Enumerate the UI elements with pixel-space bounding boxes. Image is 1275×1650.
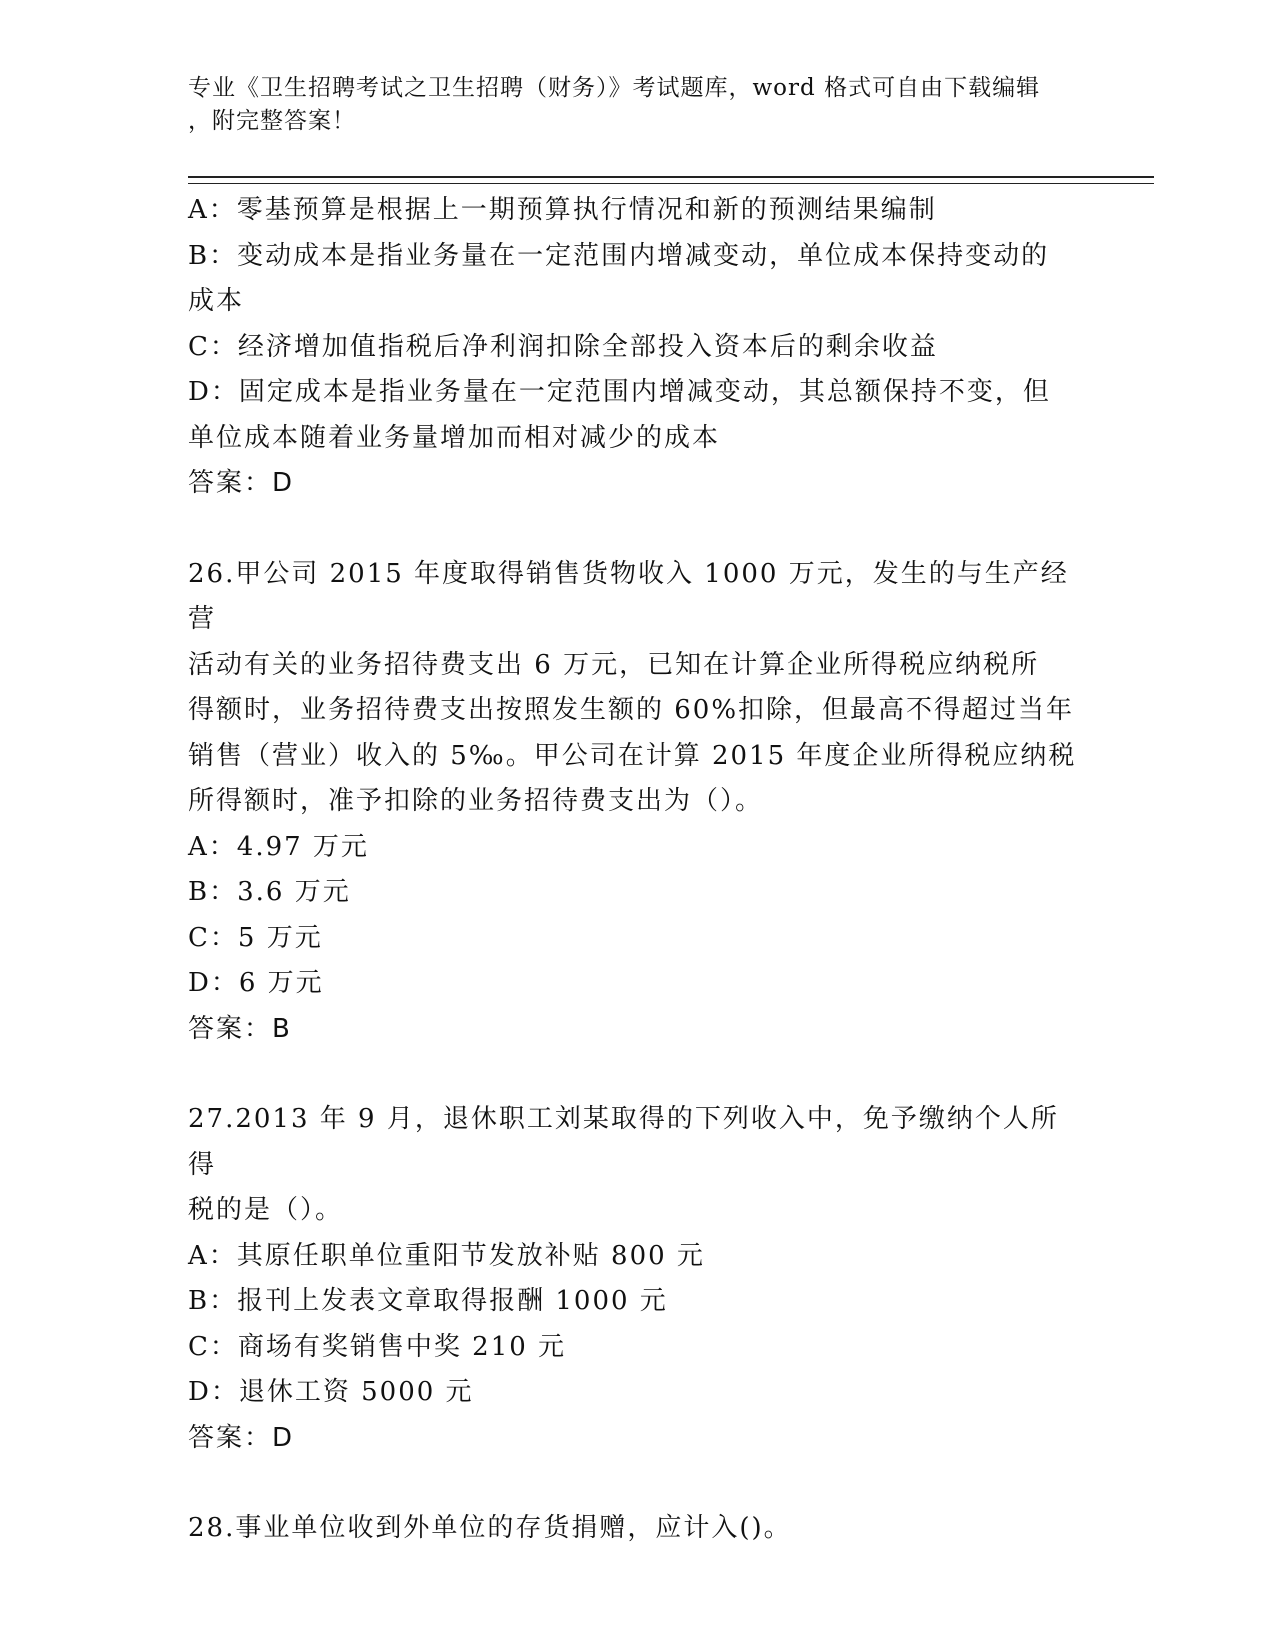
question-stem-line: 活动有关的业务招待费支出 6 万元，已知在计算企业所得税应纳税所 (188, 649, 1040, 680)
header-line-2: ，附完整答案！ (188, 108, 356, 134)
question-26 (188, 552, 1078, 1053)
header-rule-thick (188, 176, 1154, 178)
document-header (188, 72, 1068, 138)
question-stem-line: 28.事业单位收到外单位的存货捐赠，应计入()。 (188, 1513, 792, 1543)
question-28 (188, 1506, 1078, 1552)
question-stem-line: 27.2013 年 9 月，退休职工刘某取得的下列收入中，免予缴纳个人所得 (188, 1104, 1059, 1180)
prev-question-options (188, 188, 1078, 507)
header-line-1: 专业《卫生招聘考试之卫生招聘（财务）》考试题库，word 格式可自由下载编辑 (188, 75, 1041, 101)
header-rule-thin (188, 183, 1154, 184)
spacer (188, 1052, 1078, 1097)
option-line: D：固定成本是指业务量在一定范围内增减变动，其总额保持不变，但 (188, 377, 1051, 407)
option-d: D：6 万元 (188, 968, 324, 998)
option-c: C：5 万元 (188, 922, 323, 953)
option-d: D：退休工资 5000 元 (188, 1377, 474, 1407)
option-line: C：经济增加值指税后净利润扣除全部投入资本后的剩余收益 (188, 331, 938, 362)
option-line: A：零基预算是根据上一期预算执行情况和新的预测结果编制 (188, 195, 937, 225)
option-a: A：4.97 万元 (188, 831, 369, 862)
option-b: B：3.6 万元 (188, 877, 351, 907)
spacer (188, 507, 1078, 552)
question-stem-line: 所得额时，准予扣除的业务招待费支出为（）。 (188, 786, 764, 816)
answer-label: 答案：D (188, 1422, 295, 1453)
question-27 (188, 1097, 1078, 1461)
option-line: B：变动成本是指业务量在一定范围内增减变动，单位成本保持变动的 (188, 240, 1050, 271)
option-line: 成本 (188, 286, 245, 316)
question-stem-line: 销售（营业）收入的 5‰。甲公司在计算 2015 年度企业所得税应纳税 (188, 740, 1077, 771)
option-b: B：报刊上发表文章取得报酬 1000 元 (188, 1286, 668, 1316)
question-stem-line: 得额时，业务招待费支出按照发生额的 60%扣除，但最高不得超过当年 (188, 695, 1075, 725)
option-c: C：商场有奖销售中奖 210 元 (188, 1331, 567, 1362)
spacer (188, 1461, 1078, 1506)
answer-label: 答案：D (188, 468, 295, 498)
question-stem-line: 税的是（）。 (188, 1195, 344, 1225)
question-stem-line: 26.甲公司 2015 年度取得销售货物收入 1000 万元，发生的与生产经营 (188, 558, 1069, 634)
option-a: A：其原任职单位重阳节发放补贴 800 元 (188, 1240, 705, 1271)
option-line: 单位成本随着业务量增加而相对减少的成本 (188, 422, 721, 453)
question-content (188, 188, 1078, 1552)
answer-label: 答案：B (188, 1013, 292, 1044)
